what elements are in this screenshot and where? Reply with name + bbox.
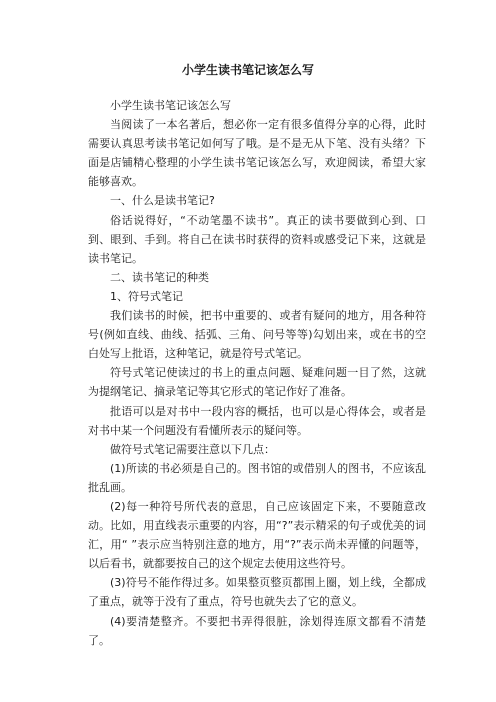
paragraph-notes-intro: 做符号式笔记需要注意以下几点：	[110, 442, 275, 456]
list-item-2: (2)每一种符号所代表的意思，自己应该固定下来，不要随意改动。比如，用直线表示重要的内容，用“?”表示精采的句子或优美的词汇，用“ ”表示应当特别注意的地方，用“?”表示尚未弄懂的问题等，以后看书，就都要按自己的这个规定去使用这些符号。	[88, 499, 426, 571]
subsection-heading-symbol-notes: 1、符号式笔记	[110, 289, 183, 303]
paragraph-comments: 批语可以是对书中一段内容的概括，也可以是心得体会，或者是对书中某一个问题没有看懂所表示的疑问等。	[88, 404, 426, 437]
paragraph-symbol-notes-desc: 我们读书的时候，把书中重要的、或者有疑问的地方，用各种符号(例如直线、曲线、括弧、三角、问号等等)勾划出来，或在书的空白处写上批语，这种笔记，就是符号式笔记。	[88, 309, 426, 361]
section-heading-types: 二、读书笔记的种类	[110, 270, 209, 284]
document-body	[88, 96, 426, 650]
paragraph-symbol-notes-benefit: 符号式笔记使读过的书上的重点问题、疑难问题一目了然，这就为提纲笔记、摘录笔记等其它形式的笔记作好了准备。	[88, 366, 426, 399]
list-item-3: (3)符号不能作得过多。如果整页整页都围上圈，划上线，全都成了重点，就等于没有了重点，符号也就失去了它的意义。	[88, 576, 426, 609]
section-heading-what-is: 一、什么是读书笔记?	[110, 194, 215, 208]
paragraph-subtitle: 小学生读书笔记该怎么写	[110, 99, 231, 112]
paragraph-definition: 俗话说得好，“不动笔墨不读书”。真正的读书要做到心到、口到、眼到、手到。将自己在读书时获得的资料或感受记下来，这就是读书笔记。	[88, 213, 426, 265]
list-item-4: (4)要清楚整齐。不要把书弄得很脏，涂划得连原文都看不清楚了。	[88, 614, 426, 647]
document-title: 小学生读书笔记该怎么写	[181, 63, 314, 77]
list-item-1: (1)所读的书必须是自己的。图书馆的或借别人的图书，不应该乱批乱画。	[88, 461, 426, 494]
paragraph-intro: 当阅读了一本名著后，想必你一定有很多值得分享的心得，此时需要认真思考读书笔记如何写了哦。是不是无从下笔、没有头绪？下面是店铺精心整理的小学生读书笔记该怎么写，欢迎阅读，希望大家能够喜欢。	[88, 118, 426, 189]
